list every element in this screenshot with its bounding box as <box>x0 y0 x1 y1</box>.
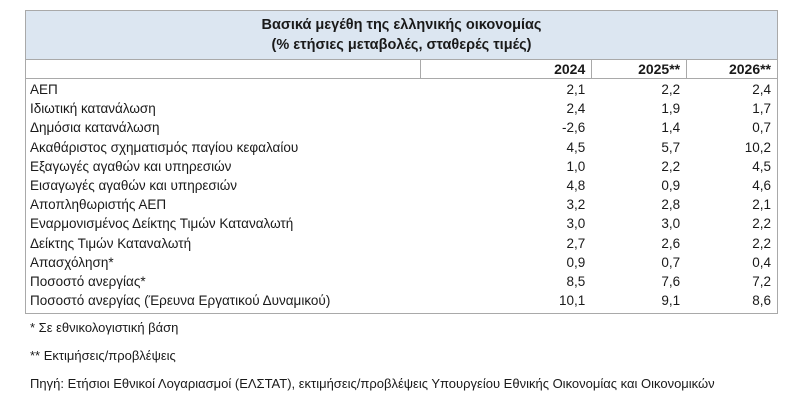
value-2025: 1,9 <box>661 101 681 117</box>
row-label: Ακαθάριστος σχηματισμός παγίου κεφαλαίου <box>30 139 299 155</box>
row-label: Δημόσια κατανάλωση <box>30 120 160 136</box>
table-row <box>26 80 777 99</box>
footnote-national-accounts: * Σε εθνικολογιστική βάση <box>30 320 179 335</box>
value-2026: 2,2 <box>752 216 772 232</box>
value-2026: 1,7 <box>752 101 772 117</box>
value-2024: 3,0 <box>566 216 586 232</box>
value-2024: 3,2 <box>566 197 586 213</box>
table-row <box>26 253 777 272</box>
value-2024: 2,4 <box>566 101 586 117</box>
table-row <box>26 214 777 233</box>
column-header-2025: 2025** <box>591 60 686 78</box>
value-2026: 2,1 <box>752 197 772 213</box>
value-2024: 0,9 <box>566 254 586 270</box>
table-row <box>26 234 777 253</box>
value-2024: 4,8 <box>566 177 586 193</box>
value-2026: 2,2 <box>752 235 772 251</box>
value-2026: 8,6 <box>752 293 772 309</box>
value-2025: 5,7 <box>661 139 681 155</box>
row-label: Δείκτης Τιμών Καταναλωτή <box>30 235 192 251</box>
value-2026: 10,2 <box>744 139 772 155</box>
value-2024: 2,1 <box>566 82 586 97</box>
row-label: Εισαγωγές αγαθών και υπηρεσιών <box>30 177 238 193</box>
table-row <box>26 291 777 310</box>
value-2025: 2,6 <box>661 235 681 251</box>
table-row <box>26 99 777 118</box>
table-body <box>26 79 777 313</box>
value-2026: 4,6 <box>752 177 772 193</box>
value-2026: 7,2 <box>752 273 772 289</box>
value-2026: 0,4 <box>752 254 772 270</box>
value-2024: 2,7 <box>566 235 586 251</box>
value-2026: 4,5 <box>752 158 772 174</box>
value-2025: 0,7 <box>661 254 681 270</box>
value-2025: 0,9 <box>661 177 681 193</box>
value-2026: 2,4 <box>752 82 772 97</box>
table-row <box>26 195 777 214</box>
column-header-2026: 2026** <box>686 60 777 78</box>
row-label: Ποσοστό ανεργίας* <box>30 273 146 289</box>
value-2025: 3,0 <box>661 216 681 232</box>
table-row <box>26 176 777 195</box>
value-2024: 4,5 <box>566 139 586 155</box>
value-2025: 2,2 <box>661 82 681 97</box>
economic-indicators-table <box>25 10 778 314</box>
value-2024: 10,1 <box>558 293 586 309</box>
value-2025: 1,4 <box>661 120 681 136</box>
row-label: Ιδιωτική κατανάλωση <box>30 101 156 117</box>
table-row <box>26 157 777 176</box>
row-label: Αποπληθωριστής ΑΕΠ <box>30 197 167 213</box>
footnote-estimates: ** Εκτιμήσεις/προβλέψεις <box>30 348 176 363</box>
row-label: Απασχόληση* <box>30 254 114 270</box>
row-label: Εναρμονισμένος Δείκτης Τιμών Καταναλωτή <box>30 216 294 232</box>
value-2025: 9,1 <box>661 293 681 309</box>
table-row <box>26 138 777 157</box>
value-2025: 2,2 <box>661 158 681 174</box>
source-note: Πηγή: Ετήσιοι Εθνικοί Λογαριασμοί (ΕΛΣΤΑΤ), εκτιμήσεις/προβλέψεις Υπουργείου Εθνικής Οικονομίας και Οικονομικών <box>30 376 715 391</box>
value-2025: 2,8 <box>661 197 681 213</box>
value-2025: 7,6 <box>661 273 681 289</box>
table-subtitle: (% ετήσιες μεταβολές, σταθερές τιμές) <box>271 37 532 53</box>
column-header-row <box>26 60 777 79</box>
value-2026: 0,7 <box>752 120 772 136</box>
table-row <box>26 118 777 137</box>
row-label: Ποσοστό ανεργίας (Έρευνα Εργατικού Δυναμικού) <box>30 293 331 309</box>
value-2024: 8,5 <box>566 273 586 289</box>
value-2024: -2,6 <box>561 120 586 136</box>
column-header-2024: 2024 <box>420 60 591 78</box>
table-title: Βασικά μεγέθη της ελληνικής οικονομίας <box>261 17 542 33</box>
value-2024: 1,0 <box>566 158 586 174</box>
table-row <box>26 272 777 291</box>
row-label: Εξαγωγές αγαθών και υπηρεσιών <box>30 158 232 174</box>
column-header-label <box>26 60 420 78</box>
footnotes <box>30 318 772 402</box>
table-header <box>26 11 777 60</box>
row-label: ΑΕΠ <box>30 82 58 97</box>
